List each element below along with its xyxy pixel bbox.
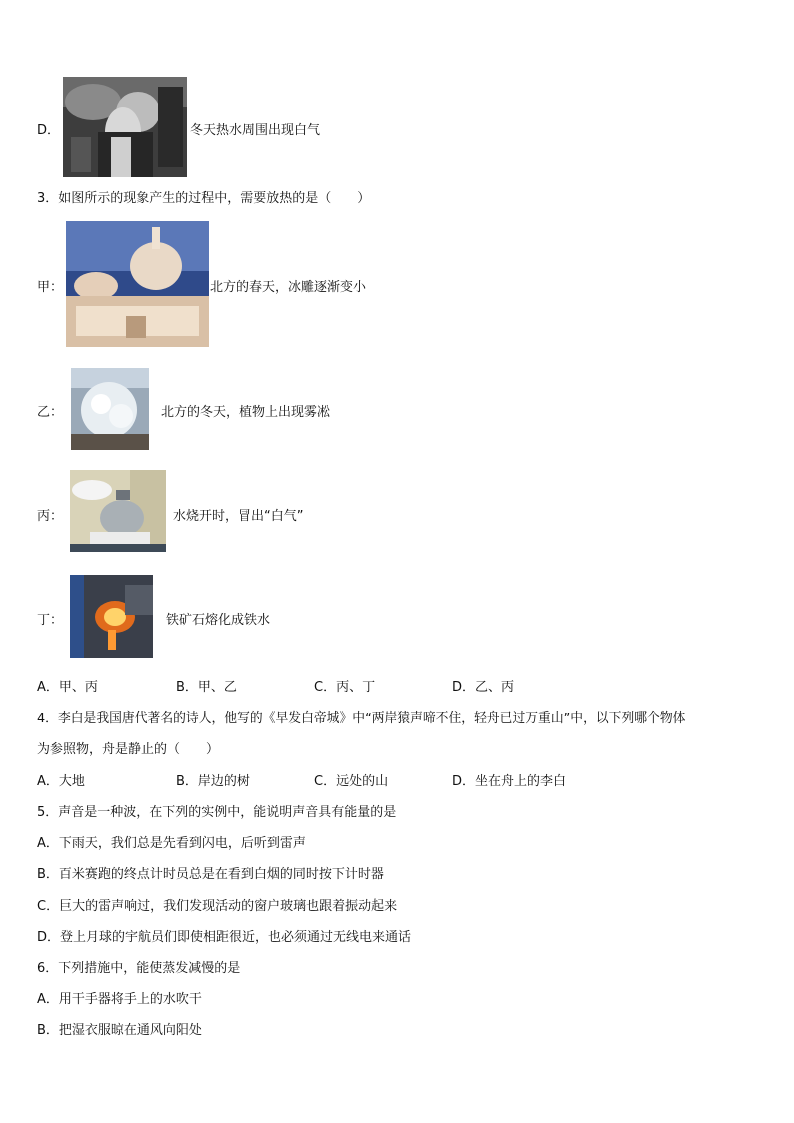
ice-sculpture-photo [66,221,209,347]
q4-option-b: B．岸边的树 [176,774,250,789]
q3-option-a: A．甲、丙 [37,680,98,695]
q3-item-4-label: 丁： [37,613,64,628]
q3-item-2-text: 北方的冬天，植物上出现雾凇 [161,405,331,420]
q5-stem: 5．声音是一种波，在下列的实例中，能说明声音具有能量的是 [37,805,397,820]
q5-option-c: C．巨大的雷声响过，我们发现活动的窗户玻璃也跟着振动起来 [37,899,398,914]
q4-option-c: C．远处的山 [314,774,389,789]
kettle-photo [70,470,166,552]
q4-stem-line1: 4．李白是我国唐代著名的诗人，他写的《早发白帝城》中“两岸猿声啼不住，轻舟已过万重山”中，以下列哪个物体 [37,711,686,726]
q3-item-1-text: 北方的春天，冰雕逐渐变小 [210,280,367,295]
q2-option-d-label: D． [37,123,61,138]
q3-item-1-label: 甲： [37,280,64,295]
q2-option-d-text: 冬天热水周围出现白气 [190,123,321,138]
q5-option-d: D．登上月球的宇航员们即使相距很近，也必须通过无线电来通话 [37,930,412,945]
q3-item-3-text: 水烧开时，冒出“白气” [173,509,304,524]
q4-option-d: D．坐在舟上的李白 [452,774,567,789]
q3-option-c: C．丙、丁 [314,680,376,695]
rime-plant-photo [71,368,149,450]
q6-option-b: B．把湿衣服晾在通风向阳处 [37,1023,202,1038]
q5-option-a: A．下雨天，我们总是先看到闪电，后听到雷声 [37,836,306,851]
q3-option-b: B．甲、乙 [176,680,237,695]
q4-stem-line2: 为参照物，舟是静止的（ ） [37,742,220,757]
q6-option-a: A．用干手器将手上的水吹干 [37,992,202,1007]
q6-stem: 6．下列措施中，能使蒸发减慢的是 [37,961,241,976]
q3-stem: 3．如图所示的现象产生的过程中，需要放热的是（ ） [37,191,371,206]
q3-item-4-text: 铁矿石熔化成铁水 [166,613,271,628]
q3-item-2-label: 乙： [37,405,64,420]
q4-option-a: A．大地 [37,774,85,789]
steam-photo [63,77,187,177]
q5-option-b: B．百米赛跑的终点计时员总是在看到白烟的同时按下计时器 [37,867,384,882]
q3-option-d: D．乙、丙 [452,680,515,695]
q3-item-3-label: 丙： [37,509,64,524]
molten-iron-photo [70,575,153,658]
